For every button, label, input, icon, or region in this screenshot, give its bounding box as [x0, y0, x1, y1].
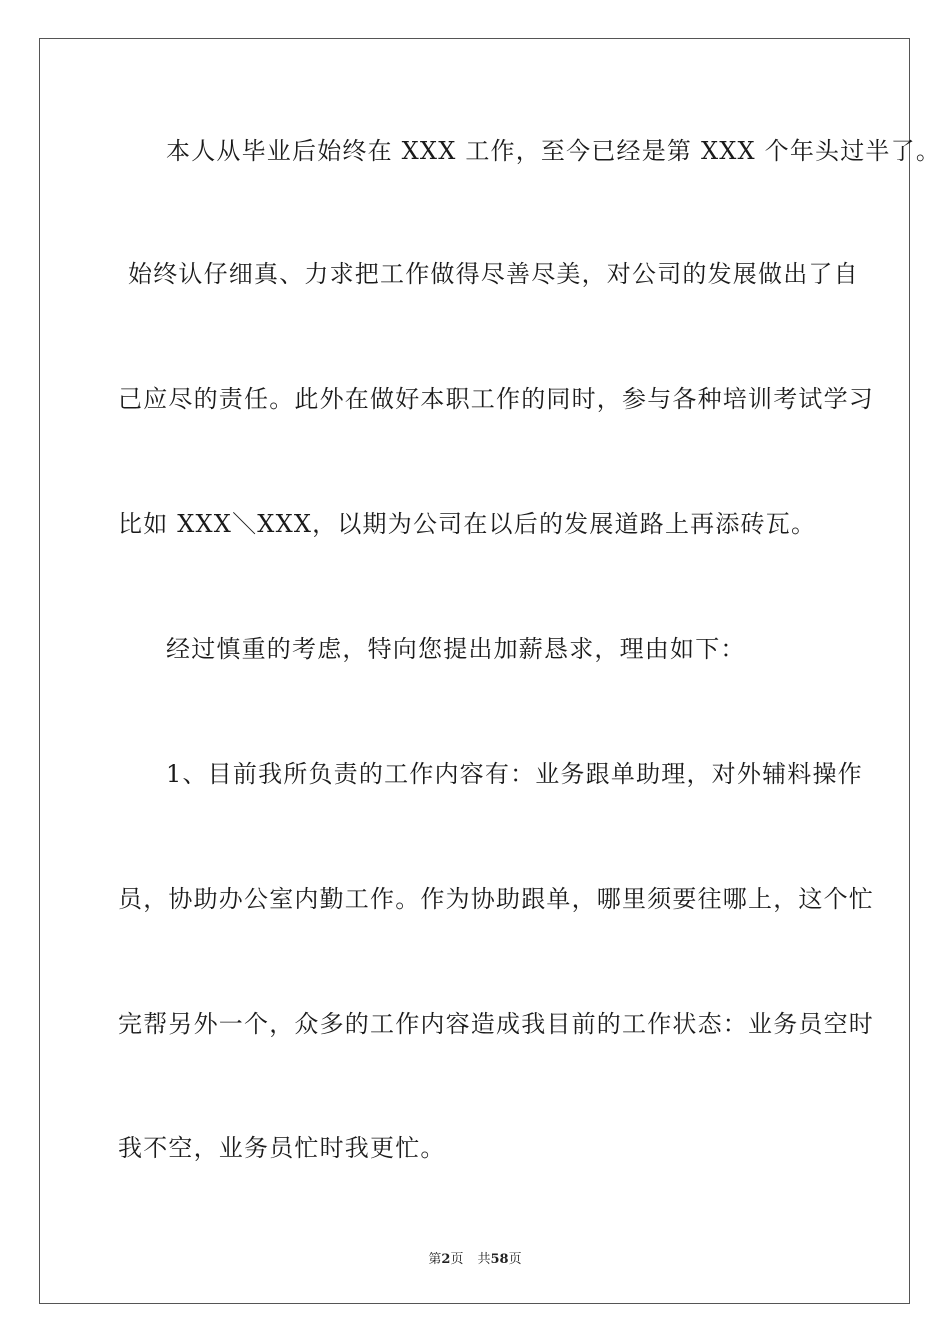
- paragraph-line-8: 完帮另外一个，众多的工作内容造成我目前的工作状态：业务员空时: [118, 1010, 874, 1038]
- paragraph-line-6: 1、目前我所负责的工作内容有：业务跟单助理，对外辅料操作: [166, 760, 863, 788]
- total-prefix: 共: [477, 1252, 491, 1267]
- page-border: [39, 38, 910, 1304]
- paragraph-line-5: 经过慎重的考虑，特向您提出加薪恳求，理由如下：: [166, 635, 746, 663]
- paragraph-line-3: 己应尽的责任。此外在做好本职工作的同时，参与各种培训考试学习: [118, 385, 874, 413]
- page-footer: [0, 1248, 950, 1267]
- total-pages: 58: [490, 1252, 509, 1267]
- paragraph-line-9: 我不空，业务员忙时我更忙。: [118, 1134, 446, 1162]
- paragraph-line-7: 员，协助办公室内勤工作。作为协助跟单，哪里须要往哪上，这个忙: [118, 885, 874, 913]
- paragraph-line-4: 比如 XXX＼XXX，以期为公司在以后的发展道路上再添砖瓦。: [118, 510, 817, 538]
- paragraph-line-2: 始终认仔细真、力求把工作做得尽善尽美，对公司的发展做出了自: [128, 260, 859, 288]
- paragraph-line-1: 本人从毕业后始终在 XXX 工作，至今已经是第 XXX 个年头过半了。: [166, 137, 942, 165]
- page-number: 2: [441, 1252, 451, 1267]
- total-suffix: 页: [508, 1252, 522, 1267]
- page-suffix: 页: [450, 1252, 464, 1267]
- page-prefix: 第: [428, 1252, 442, 1267]
